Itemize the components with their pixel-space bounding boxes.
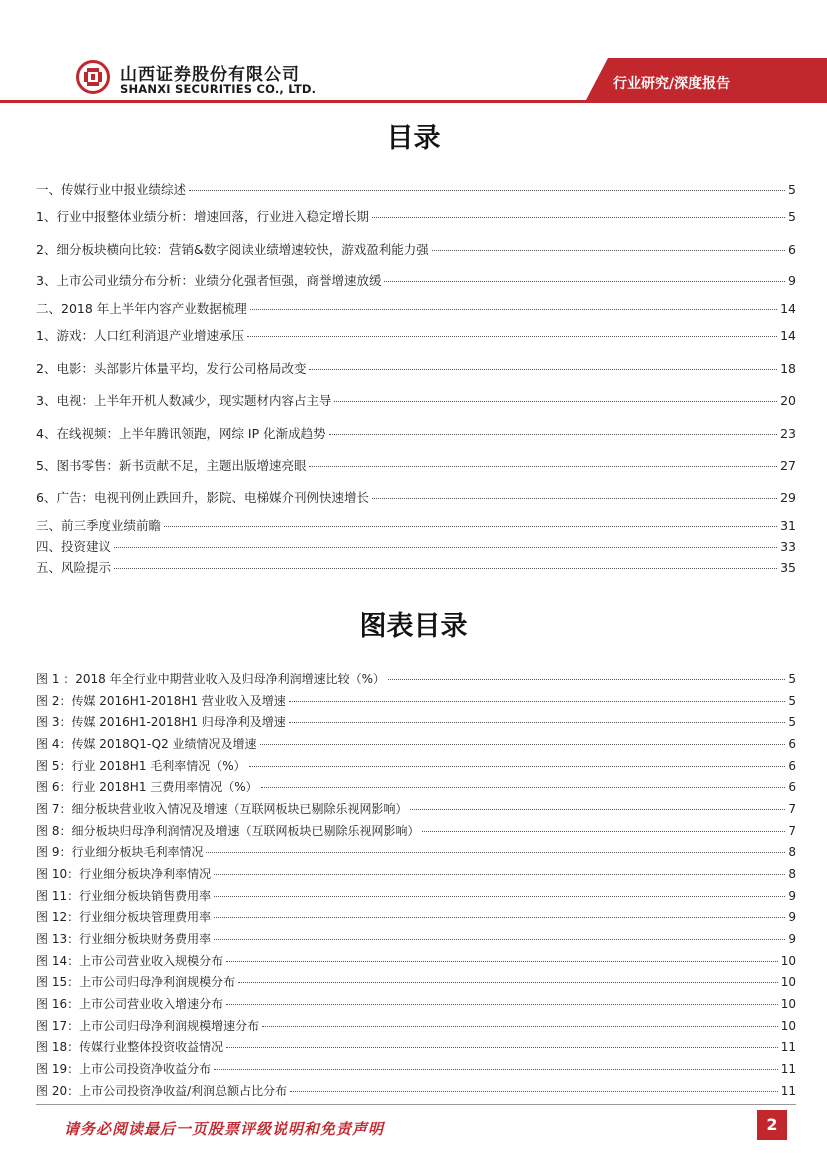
dot-leader: [410, 809, 785, 810]
toc-entry-page: 18: [780, 361, 796, 376]
dot-leader: [384, 281, 785, 282]
toc-title: 目录: [386, 123, 441, 154]
figure-entry-page: 11: [780, 1062, 796, 1076]
figure-entry[interactable]: [36, 778, 796, 795]
toc-entry[interactable]: [36, 207, 796, 225]
toc-entry-label: 3、电视：上半年开机人数减少，现实题材内容占主导: [36, 393, 332, 408]
figure-entry-page: 11: [780, 1040, 796, 1054]
dot-leader: [114, 568, 777, 569]
toc-entry-page: 9: [788, 273, 796, 288]
toc-entry-label: 1、行业中报整体业绩分析：增速回落，行业进入稳定增长期: [36, 209, 369, 224]
toc-entry[interactable]: [36, 359, 796, 377]
figure-entry-page: 7: [788, 802, 796, 816]
figure-entry-label: 图 15：上市公司归母净利润规模分布: [36, 975, 236, 989]
dot-leader: [309, 369, 777, 370]
figure-entry-label: 图 4：传媒 2018Q1-Q2 业绩情况及增速: [36, 737, 257, 751]
toc-entry-label: 一、传媒行业中报业绩综述: [36, 182, 187, 197]
figure-entry[interactable]: [36, 670, 796, 687]
toc-entry-label: 4、在线视频：上半年腾讯领跑，网综 IP 化渐成趋势: [36, 426, 326, 441]
figure-entry-page: 6: [788, 780, 796, 794]
dot-leader: [289, 722, 786, 723]
figure-entry-label: 图 16：上市公司营业收入增速分布: [36, 997, 224, 1011]
toc-entry[interactable]: [36, 326, 796, 344]
dot-leader: [214, 917, 785, 918]
dot-leader: [260, 744, 786, 745]
figure-entry-label: 图 13：行业细分板块财务费用率: [36, 932, 212, 946]
toc-entry-label: 2、细分板块横向比较：营销&数字阅读业绩增速较快，游戏盈利能力强: [36, 242, 429, 257]
dot-leader: [189, 190, 785, 191]
toc-entry-page: 23: [780, 426, 796, 441]
figure-entry-page: 5: [788, 694, 796, 708]
figure-entry-page: 9: [788, 932, 796, 946]
figure-entry[interactable]: [36, 1060, 796, 1077]
toc-entry-page: 14: [780, 328, 796, 343]
figure-entry-page: 9: [788, 889, 796, 903]
toc-entry-page: 35: [780, 560, 796, 575]
figure-entry[interactable]: [36, 692, 796, 709]
figure-entry-label: 图 2：传媒 2016H1-2018H1 营业收入及增速: [36, 694, 286, 708]
toc-entry-page: 31: [780, 518, 796, 533]
toc-entry[interactable]: [36, 180, 796, 198]
toc-entry-label: 5、图书零售：新书贡献不足，主题出版增速亮眼: [36, 458, 307, 473]
dot-leader: [290, 1091, 778, 1092]
figure-entry-label: 图 17：上市公司归母净利润规模增速分布: [36, 1019, 260, 1033]
figure-entry-label: 图 7：细分板块营业收入情况及增速（互联网板块已剔除乐视网影响）: [36, 802, 408, 816]
figure-entry-label: 图 5：行业 2018H1 毛利率情况（%）: [36, 759, 246, 773]
toc-entry[interactable]: [36, 271, 796, 289]
toc-entry-label: 1、游戏：人口红利消退产业增速承压: [36, 328, 244, 343]
toc-entry[interactable]: [36, 516, 796, 534]
dot-leader: [214, 939, 785, 940]
dot-leader: [309, 466, 777, 467]
dot-leader: [334, 401, 777, 402]
dot-leader: [238, 982, 778, 983]
footer-divider: [36, 1104, 796, 1105]
page-number: 2: [757, 1110, 787, 1140]
company-name-cn: 山西证券股份有限公司: [120, 65, 300, 85]
figure-entry[interactable]: [36, 713, 796, 730]
figure-entry-page: 6: [788, 759, 796, 773]
dot-leader: [262, 1026, 778, 1027]
toc-entry-page: 5: [788, 209, 796, 224]
dot-leader: [372, 217, 785, 218]
figure-entry[interactable]: [36, 757, 796, 774]
toc-entry-label: 三、前三季度业绩前瞻: [36, 518, 162, 533]
figure-entry-label: 图 14：上市公司营业收入规模分布: [36, 954, 224, 968]
figure-entry-page: 7: [788, 824, 796, 838]
figure-entry[interactable]: [36, 865, 796, 882]
toc-entry-label: 五、风险提示: [36, 560, 112, 575]
dot-leader: [250, 309, 777, 310]
toc-entry-page: 6: [788, 242, 796, 257]
dot-leader: [329, 434, 777, 435]
figure-entry-page: 5: [788, 672, 796, 686]
company-logo-icon: [76, 60, 110, 94]
dot-leader: [164, 526, 777, 527]
figure-entry-page: 10: [780, 997, 796, 1011]
figure-entry-label: 图 1 ：2018 年全行业中期营业收入及归母净利润增速比较（%）: [36, 672, 386, 686]
toc-entry-label: 二、2018 年上半年内容产业数据梳理: [36, 301, 247, 316]
page-header: [0, 0, 827, 110]
figure-entry-label: 图 20：上市公司投资净收益/利润总额占比分布: [36, 1084, 288, 1098]
toc-entry[interactable]: [36, 424, 796, 442]
toc-entry-label: 6、广告：电视刊例止跌回升，影院、电梯媒介刊例快速增长: [36, 490, 369, 505]
toc-entry-label: 3、上市公司业绩分布分析：业绩分化强者恒强，商誉增速放缓: [36, 273, 382, 288]
toc-entry-label: 2、电影：头部影片体量平均，发行公司格局改变: [36, 361, 307, 376]
figure-entry-page: 9: [788, 910, 796, 924]
dot-leader: [249, 766, 786, 767]
figure-entry-page: 10: [780, 975, 796, 989]
figure-entry[interactable]: [36, 930, 796, 947]
toc-entry-page: 5: [788, 182, 796, 197]
figure-entry-page: 8: [788, 845, 796, 859]
toc-entry-page: 33: [780, 539, 796, 554]
toc-entry-label: 四、投资建议: [36, 539, 112, 554]
figure-entry-label: 图 10：行业细分板块净利率情况: [36, 867, 212, 881]
figure-entry[interactable]: [36, 973, 796, 990]
figure-entry[interactable]: [36, 1038, 796, 1055]
dot-leader: [261, 787, 786, 788]
figure-entry-page: 5: [788, 715, 796, 729]
figure-entry[interactable]: [36, 908, 796, 925]
dot-leader: [206, 852, 785, 853]
toc-entry[interactable]: [36, 299, 796, 317]
figure-entry[interactable]: [36, 800, 796, 817]
toc-entry-page: 14: [780, 301, 796, 316]
figure-entry[interactable]: [36, 843, 796, 860]
dot-leader: [289, 701, 786, 702]
figure-entry[interactable]: [36, 1017, 796, 1034]
dot-leader: [226, 961, 778, 962]
figure-entry[interactable]: [36, 952, 796, 969]
report-type-label: 行业研究/深度报告: [613, 76, 731, 92]
figure-entry-label: 图 9：行业细分板块毛利率情况: [36, 845, 204, 859]
figure-entry-page: 6: [788, 737, 796, 751]
toc-entry[interactable]: [36, 456, 796, 474]
figure-entry-label: 图 11：行业细分板块销售费用率: [36, 889, 212, 903]
dot-leader: [247, 336, 777, 337]
figure-entry-page: 11: [780, 1084, 796, 1098]
toc-entry[interactable]: [36, 558, 796, 576]
toc-entry-page: 27: [780, 458, 796, 473]
dot-leader: [214, 896, 785, 897]
figure-entry[interactable]: [36, 887, 796, 904]
toc-entry[interactable]: [36, 240, 796, 258]
figure-entry-label: 图 12：行业细分板块管理费用率: [36, 910, 212, 924]
dot-leader: [226, 1047, 778, 1048]
toc-entry[interactable]: [36, 488, 796, 506]
figure-entry-label: 图 18：传媒行业整体投资收益情况: [36, 1040, 224, 1054]
dot-leader: [432, 250, 785, 251]
figure-entry[interactable]: [36, 1082, 796, 1099]
dot-leader: [214, 1069, 778, 1070]
dot-leader: [422, 831, 785, 832]
dot-leader: [372, 498, 777, 499]
figure-entry-label: 图 8：细分板块归母净利润情况及增速（互联网板块已剔除乐视网影响）: [36, 824, 420, 838]
company-name-en: SHANXI SECURITIES CO., LTD.: [120, 82, 317, 96]
figure-entry-label: 图 3：传媒 2016H1-2018H1 归母净利及增速: [36, 715, 286, 729]
figure-entry[interactable]: [36, 822, 796, 839]
toc-entry-page: 20: [780, 393, 796, 408]
footer-disclaimer: 请务必阅读最后一页股票评级说明和免责声明: [64, 1120, 385, 1138]
dot-leader: [114, 547, 777, 548]
figure-entry[interactable]: [36, 995, 796, 1012]
figure-entry[interactable]: [36, 735, 796, 752]
figure-entry-page: 10: [780, 1019, 796, 1033]
figure-entry-label: 图 19：上市公司投资净收益分布: [36, 1062, 212, 1076]
dot-leader: [214, 874, 785, 875]
toc-entry-page: 29: [780, 490, 796, 505]
figure-entry-label: 图 6：行业 2018H1 三费用率情况（%）: [36, 780, 258, 794]
toc-entry[interactable]: [36, 391, 796, 409]
toc-entry[interactable]: [36, 537, 796, 555]
figure-entry-page: 10: [780, 954, 796, 968]
dot-leader: [388, 679, 785, 680]
figure-list-title: 图表目录: [359, 611, 468, 642]
figure-entry-page: 8: [788, 867, 796, 881]
dot-leader: [226, 1004, 778, 1005]
